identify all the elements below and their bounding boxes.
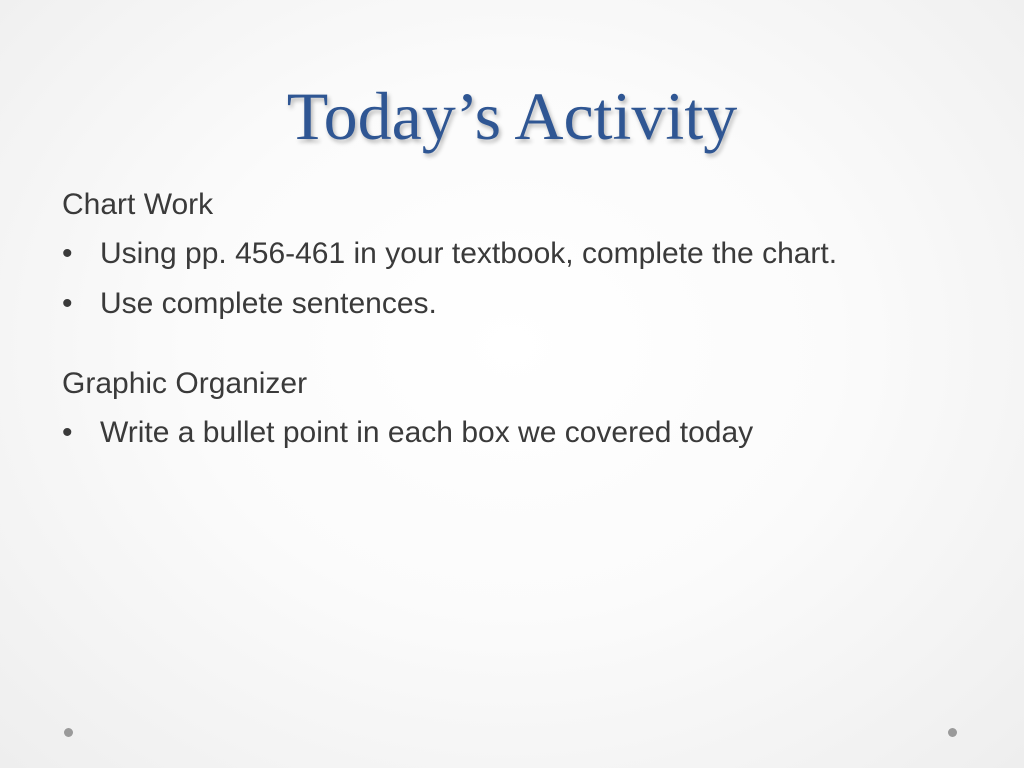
bullet-item (62, 412, 962, 454)
section-spacer (62, 333, 962, 363)
bullet-item (62, 233, 962, 275)
bullet-icon: • (62, 416, 73, 449)
section-heading-chart-work: Chart Work (62, 188, 214, 221)
section-heading-graphic-organizer: Graphic Organizer (62, 367, 308, 400)
bullet-item (62, 283, 962, 325)
bullet-icon: • (62, 237, 73, 270)
slide-title: Today’s Activity (286, 78, 738, 154)
slide-body (62, 184, 962, 462)
bullet-text: Write a bullet point in each box we covered today (100, 416, 754, 449)
bullet-text: Use complete sentences. (100, 287, 437, 320)
corner-dot-icon (64, 728, 73, 737)
bullet-text: Using pp. 456-461 in your textbook, complete the chart. (100, 237, 838, 270)
corner-dot-icon (948, 728, 957, 737)
bullet-icon: • (62, 287, 73, 320)
